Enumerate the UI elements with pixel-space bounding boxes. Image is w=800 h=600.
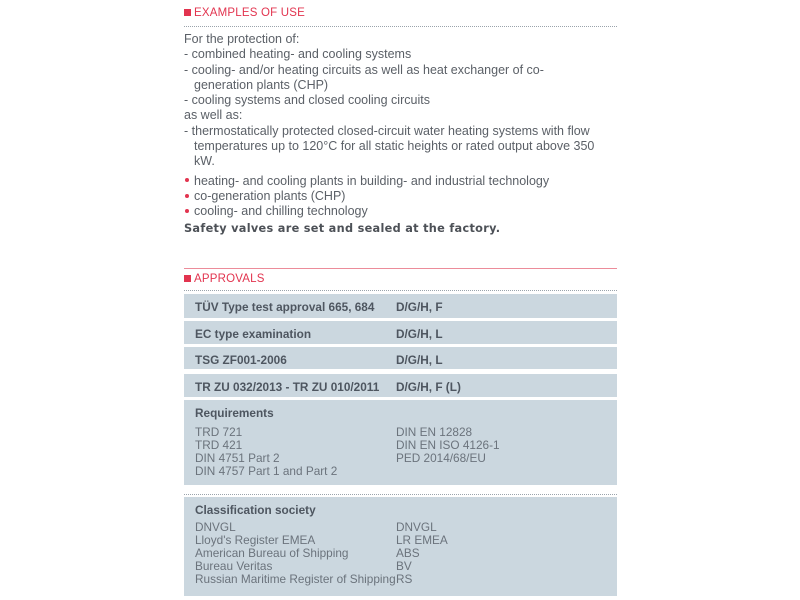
approval-name: TR ZU 032/2013 - TR ZU 010/2011 (195, 380, 380, 394)
list-item-continuation: temperatures up to 120°C for all static heights or rated output above 350 (194, 139, 595, 154)
bullet-item (184, 174, 617, 189)
as-well-as-text: as well as: (184, 108, 243, 123)
examples-of-use-section (184, 6, 617, 236)
factory-note: Safety valves are set and sealed at the factory. (184, 221, 501, 235)
requirements-right-column (396, 426, 500, 465)
society-code: ABS (396, 546, 420, 560)
bullet-text: heating- and cooling plants in building- and industrial technology (194, 173, 550, 188)
intro-text: For the protection of: (184, 32, 300, 46)
requirement-item: DIN 4751 Part 2 (195, 451, 280, 465)
society-code: RS (396, 572, 413, 586)
bullet-list (184, 174, 617, 220)
bullet-dot-icon (185, 194, 189, 198)
classification-right-column (396, 521, 448, 586)
classification-block (184, 497, 617, 596)
red-square-icon (184, 275, 191, 282)
society-name: Lloyd's Register EMEA (195, 533, 316, 547)
bullet-dot-icon (185, 209, 189, 213)
approvals-heading (184, 272, 265, 286)
red-divider (184, 268, 617, 269)
classification-left-column (195, 521, 396, 586)
list-item-text: cooling- and/or heating circuits as well as heat exchanger of co- (191, 62, 544, 77)
requirements-left-column (195, 426, 337, 478)
examples-heading (184, 6, 617, 20)
society-name: Russian Maritime Register of Shipping (195, 572, 396, 586)
approval-row (184, 347, 617, 369)
approval-row (184, 374, 617, 397)
requirements-title: Requirements (195, 406, 274, 420)
approval-row (184, 294, 617, 318)
list-item-continuation: generation plants (CHP) (194, 77, 329, 92)
society-code: DNVGL (396, 520, 437, 534)
list-item: - combined heating- and cooling systems (184, 47, 412, 62)
approval-row (184, 321, 617, 344)
classification-title: Classification society (195, 503, 316, 517)
approval-name: TSG ZF001-2006 (195, 353, 287, 367)
requirements-block (184, 400, 617, 485)
requirement-item: DIN EN 12828 (396, 425, 473, 439)
society-name: American Bureau of Shipping (195, 546, 349, 560)
requirement-item: TRD 421 (195, 438, 243, 452)
list-item-text: cooling systems and closed cooling circuits (191, 93, 430, 108)
society-name: Bureau Veritas (195, 559, 273, 573)
dotted-divider (184, 26, 617, 27)
dotted-divider (184, 290, 617, 291)
approvals-heading-text: APPROVALS (194, 273, 265, 285)
approval-value: D/G/H, F (396, 300, 443, 314)
requirement-item: DIN EN ISO 4126-1 (396, 438, 500, 452)
requirement-item: PED 2014/68/EU (396, 451, 486, 465)
society-name: DNVGL (195, 520, 236, 534)
approval-value: D/G/H, F (L) (396, 380, 461, 394)
approval-value: D/G/H, L (396, 327, 443, 341)
requirement-item: DIN 4757 Part 1 and Part 2 (195, 464, 338, 478)
bullet-item (184, 204, 617, 219)
dotted-divider (184, 494, 617, 495)
list-item: - cooling- and/or heating circuits as well as heat exchanger of co- (184, 62, 544, 77)
list-item: - thermostatically protected closed-circuit water heating systems with flow (184, 123, 590, 138)
list-item-continuation: kW. (194, 154, 215, 169)
requirement-item: TRD 721 (195, 425, 243, 439)
bullet-text: co-generation plants (CHP) (194, 188, 346, 203)
list-item: - cooling systems and closed cooling circuits (184, 93, 430, 108)
bullet-dot-icon (185, 178, 189, 182)
list-item-text: thermostatically protected closed-circuit water heating systems with flow (191, 123, 590, 138)
bullet-text: cooling- and chilling technology (194, 204, 368, 219)
examples-heading-text: EXAMPLES OF USE (194, 7, 306, 19)
examples-body (184, 32, 617, 236)
society-code: LR EMEA (396, 533, 448, 547)
approval-name: TÜV Type test approval 665, 684 (195, 300, 375, 314)
red-square-icon (184, 9, 191, 16)
society-code: BV (396, 559, 412, 573)
approval-value: D/G/H, L (396, 353, 443, 367)
bullet-item (184, 189, 617, 204)
approval-name: EC type examination (195, 327, 312, 341)
list-item-text: combined heating- and cooling systems (191, 47, 412, 62)
